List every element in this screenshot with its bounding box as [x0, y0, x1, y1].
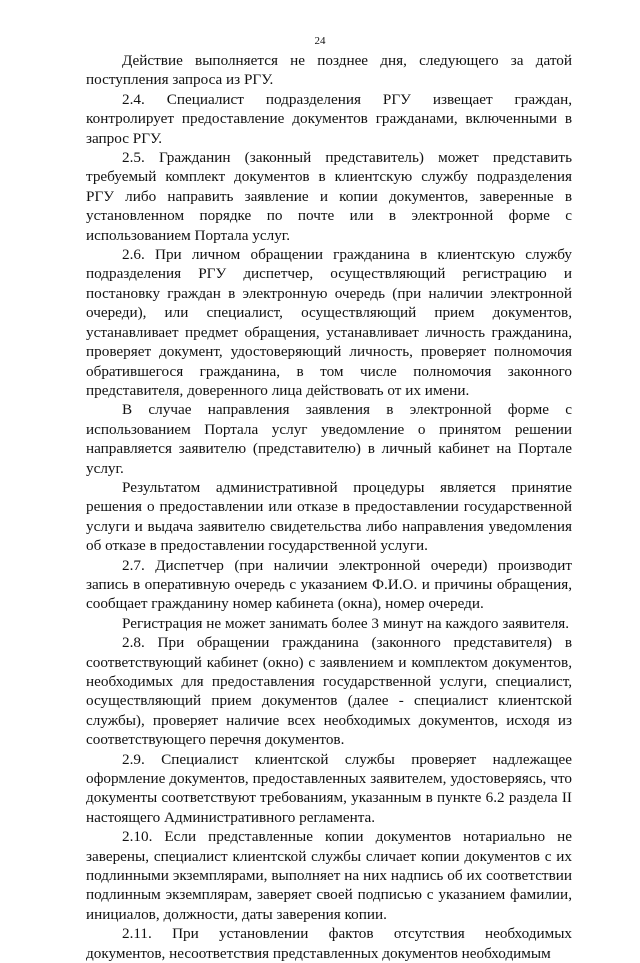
paragraph-2-9: 2.9. Специалист клиентской службы проверяет надлежащее оформление документов, предоставленных заявителем, удостоверяясь, что документы соответствуют требованиям, указанным в пункте 6.2 раздела II настоящего Административного регламента. — [86, 750, 572, 826]
paragraph-2-11: 2.11. При установлении фактов отсутствия необходимых документов, несоответствия представленных документов необходимым — [86, 925, 572, 962]
paragraph-2-6: 2.6. При личном обращении гражданина в клиентскую службу подразделения РГУ диспетчер, осуществляющий регистрацию и постановку граждан в электронную очередь (при наличии электронной очереди), или специалист, осуществляющий прием документов, устанавливает предмет обращения, устанавливает личность гражданина, проверяет документ, удостоверяющий личность, проверяет полномочия обратившегося гражданина, в том числе полномочия законного представителя, доверенного лица действовать от их имени. — [86, 246, 572, 399]
page-number: 24 — [314, 35, 326, 47]
paragraph-2-8: 2.8. При обращении гражданина (законного представителя) в соответствующий кабинет (окно) с заявлением и комплектом документов, необходимых для предоставления государственной услуги, специалист, осуществляющий прием документов (далее - специалист клиентской службы), проверяет наличие всех необходимых документов, исходя из соответствующего перечня документов. — [86, 634, 572, 749]
paragraph-2-4: 2.4. Специалист подразделения РГУ извещает граждан, контролирует предоставление документов гражданами, включенными в запрос РГУ. — [86, 90, 572, 147]
paragraph-2-5: 2.5. Гражданин (законный представитель) может представить требуемый комплект документов в клиентскую службу подразделения РГУ либо направить заявление и копии документов, заверенные в установленном порядке по почте или в электронной форме с использованием Портала услуг. — [86, 149, 572, 244]
paragraph-2-10: 2.10. Если представленные копии документов нотариально не заверены, специалист клиентской службы сличает копии документов с их подлинными экземплярами, выполняет на них надпись об их соответствии подлинным экземплярам, заверяет своей подписью с указанием фамилии, инициалов, должности, даты заверения копии. — [86, 828, 572, 923]
document-body — [86, 51, 572, 963]
paragraph-registration-time: Регистрация не может занимать более 3 минут на каждого заявителя. — [122, 614, 570, 632]
paragraph-action-deadline: Действие выполняется не позднее дня, следующего за датой поступления запроса из РГУ. — [86, 52, 572, 89]
paragraph-2-7: 2.7. Диспетчер (при наличии электронной очереди) производит запись в оперативную очередь с указанием Ф.И.О. и причины обращения, сообщает гражданину номер кабинета (окна), номер очереди. — [86, 556, 572, 613]
paragraph-electronic-form: В случае направления заявления в электронной форме с использованием Портала услуг уведомление о принятом решении направляется заявителю (представителю) в личный кабинет на Портале услуг. — [86, 401, 572, 477]
paragraph-procedure-result: Результатом административной процедуры является принятие решения о предоставлении или отказе в предоставлении государственной услуги и выдача заявителю свидетельства либо направления уведомления об отказе в предоставлении государственной услуги. — [86, 478, 572, 555]
